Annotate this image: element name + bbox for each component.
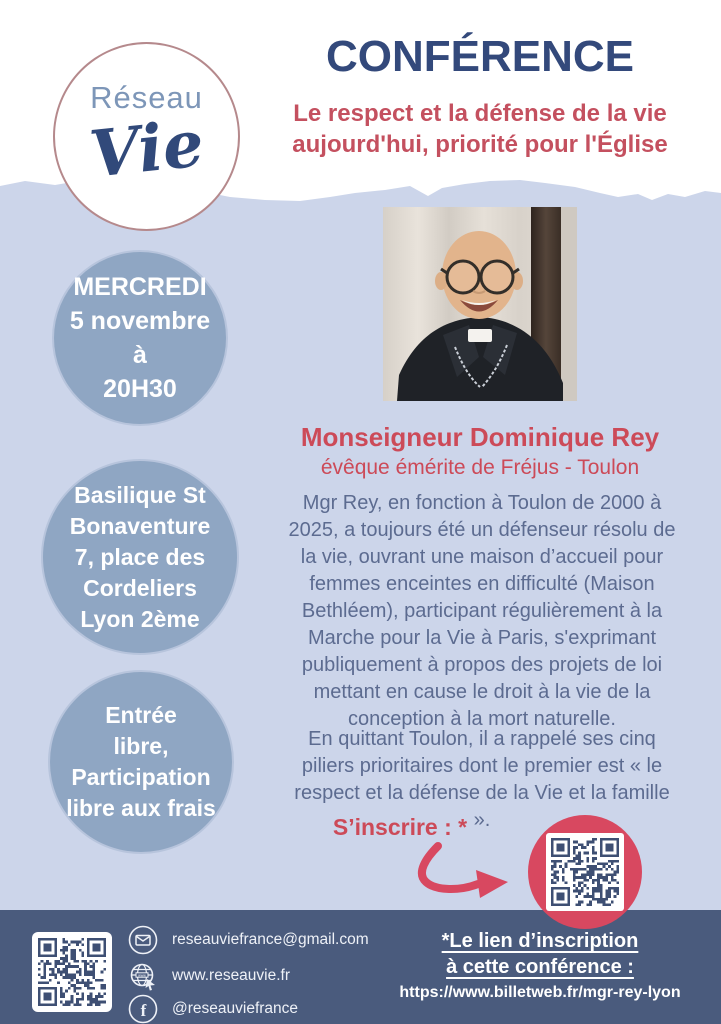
- registration-block: [385, 928, 695, 1002]
- circle-line: libre aux frais: [66, 795, 216, 821]
- circle-line: 7, place des: [74, 543, 206, 570]
- location-circle: [43, 461, 237, 653]
- reseau-vie-logo: [53, 42, 240, 231]
- circle-line: Basilique St: [74, 481, 206, 508]
- contact-website: [128, 961, 290, 991]
- email-text[interactable]: reseauviefrance@gmail.com: [172, 931, 369, 948]
- bio-paragraph-1: Mgr Rey, en fonction à Toulon de 2000 à 2025, a toujours été un défenseur résolu de la vie, ouvrant une maison d’accueil pour femmes enceintes en difficulté (Maison Bethléem), participant régulièrement à la Marche pour la Vie à Paris, s'exprimant publiquement à propos des projets de loi mettant en cause le droit à la vie de la conception à la mort naturelle.: [288, 492, 676, 730]
- svg-text:f: f: [140, 1001, 147, 1020]
- footer: [0, 910, 721, 1024]
- logo-text-reseau: Réseau: [90, 80, 203, 115]
- circle-line: 20H30: [103, 375, 177, 403]
- facebook-icon: [128, 994, 158, 1024]
- circle-line: 5 novembre: [69, 307, 211, 335]
- date-time-circle: [54, 252, 226, 424]
- circle-line: MERCREDI: [73, 273, 207, 301]
- email-icon: [128, 925, 158, 955]
- logo-text-vie: Vie: [86, 106, 207, 193]
- contact-email: [128, 925, 369, 955]
- svg-text:www: www: [138, 973, 146, 978]
- circle-line: Participation: [71, 764, 211, 790]
- conference-subtitle: [250, 98, 710, 160]
- entry-fee-circle: [50, 672, 232, 852]
- curved-arrow-icon: [404, 840, 514, 906]
- speaker-photo: [383, 207, 577, 401]
- circle-line: libre,: [113, 733, 169, 759]
- subtitle-line-1: Le respect et la défense de la vie: [293, 100, 667, 127]
- signup-label: S’inscrire : *: [332, 814, 468, 840]
- registration-url[interactable]: https://www.billetweb.fr/mgr-rey-lyon: [399, 984, 681, 1001]
- circle-line: Entrée: [105, 702, 177, 728]
- facebook-text[interactable]: @reseauviefrance: [172, 1000, 299, 1017]
- globe-icon: [128, 961, 158, 991]
- speaker-name: Monseigneur Dominique Rey: [300, 422, 660, 452]
- circle-line: Lyon 2ème: [80, 605, 200, 632]
- contact-facebook: [128, 994, 298, 1024]
- circle-line: Cordeliers: [83, 574, 197, 601]
- signup-qr-code: [546, 833, 624, 911]
- website-text[interactable]: www.reseauvie.fr: [172, 967, 291, 984]
- circle-line: Bonaventure: [69, 512, 211, 539]
- registration-line-1: *Le lien d’inscription: [441, 930, 639, 952]
- subtitle-line-2: aujourd'hui, priorité pour l'Église: [292, 131, 668, 158]
- registration-line-2: à cette conférence :: [446, 956, 634, 978]
- bio-paragraph-2: En quittant Toulon, il a rappelé ses cinq piliers prioritaires dont le premier est « le respect et la défense de la Vie et la famille ».: [294, 728, 670, 831]
- circle-line: à: [133, 341, 147, 369]
- speaker-role: évêque émérite de Fréjus - Toulon: [320, 456, 640, 479]
- signup-qr-circle: [528, 815, 642, 929]
- page-title: CONFÉRENCE: [325, 32, 635, 81]
- footer-qr-code: [32, 932, 112, 1012]
